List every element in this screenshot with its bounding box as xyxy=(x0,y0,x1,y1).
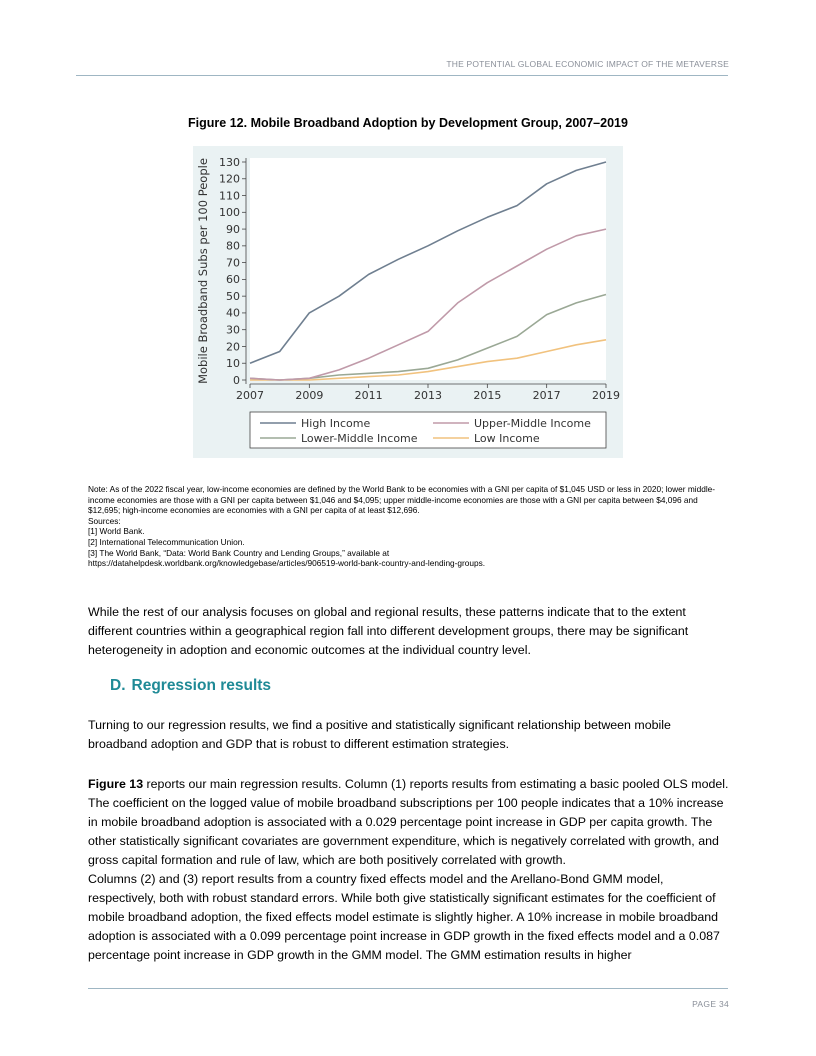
y-tick-label: 70 xyxy=(226,256,240,270)
source-item: [1] World Bank. xyxy=(88,526,145,537)
y-tick-label: 130 xyxy=(219,155,240,169)
source-url: https://datahelpdesk.worldbank.org/knowledgebase/articles/906519-world-bank-country-and-lending-groups. xyxy=(88,558,486,569)
note-text: Note: As of the 2022 fiscal year, low-income economies are defined by the World Bank to be economies with a GNI per capita of $1,045 USD or less in 2020; lower middle-income economies are those with a GNI per capita between $1,046 and $4,095; upper middle-income economies are those with a GNI per capita between $4,096 and $12,695; high-income economies are economies with a GNI per capita of at least $12,696. xyxy=(88,484,716,516)
section-heading xyxy=(110,677,271,695)
legend-label: Upper-Middle Income xyxy=(474,417,591,430)
plot-area xyxy=(250,158,606,380)
paragraph-development-groups: While the rest of our analysis focuses on global and regional results, these patterns indicate that to the extent different countries within a geographical region fall into different development groups, there may be significant heterogeneity in adoption and economic outcomes at the individual country level. xyxy=(88,605,689,657)
x-tick-label: 2009 xyxy=(295,389,324,402)
header-divider xyxy=(76,75,728,76)
x-tick-label: 2013 xyxy=(414,389,442,402)
section-letter: D. xyxy=(110,677,126,694)
y-axis-label: Mobile Broadband Subs per 100 People xyxy=(196,158,210,384)
paragraph-columns: Columns (2) and (3) report results from a country fixed effects model and the Arellano-Bond GMM model, respectively, both with robust standard errors. While both give statistically significant estimates for the coefficient of mobile broadband adoption, the fixed effects model estimate is slightly higher. A 10% increase in mobile broadband adoption is associated with a 0.099 percentage point increase in GDP growth in the fixed effects model and a 0.087 percentage point increase in GDP growth in the GMM model. The GMM estimation results in higher xyxy=(88,872,720,962)
x-tick-label: 2015 xyxy=(473,389,502,402)
running-header: THE POTENTIAL GLOBAL ECONOMIC IMPACT OF THE METAVERSE xyxy=(446,59,729,69)
paragraph-regression-intro: Turning to our regression results, we find a positive and statistically significant relationship between mobile broadband adoption and GDP that is robust to different estimation strategies. xyxy=(88,718,671,751)
page-number: PAGE 34 xyxy=(692,999,729,1009)
y-tick-label: 30 xyxy=(226,323,240,337)
figure-note xyxy=(88,484,728,569)
y-tick-label: 60 xyxy=(226,273,240,287)
y-tick-label: 80 xyxy=(226,239,240,253)
y-tick-label: 40 xyxy=(226,306,240,320)
source-item: [2] International Telecommunication Union. xyxy=(88,536,245,547)
figure-reference: Figure 13 xyxy=(88,777,144,791)
y-tick-label: 0 xyxy=(233,373,240,387)
sources-label: Sources: xyxy=(88,515,121,526)
paragraph-figure13-text: reports our main regression results. Column (1) reports results from estimating a basic pooled OLS model. The coefficient on the logged value of mobile broadband subscriptions per 100 people indicates that a 10% increase in mobile broadband adoption is associated with a 0.029 percentage point increase in GDP per capita growth. The other statistically significant covariates are government expenditure, which is negatively correlated with growth, and gross capital formation and rule of law, which are both positively correlated with growth. xyxy=(88,777,729,867)
x-tick-label: 2017 xyxy=(532,389,561,402)
y-tick-label: 90 xyxy=(226,222,240,236)
y-tick-label: 20 xyxy=(226,340,240,354)
source-item: [3] The World Bank, “Data: World Bank Country and Lending Groups,” available at xyxy=(88,547,390,558)
y-tick-label: 110 xyxy=(219,189,240,203)
x-tick-label: 2019 xyxy=(592,389,620,402)
y-tick-label: 50 xyxy=(226,289,240,303)
legend-label: High Income xyxy=(301,417,371,430)
chart-svg xyxy=(193,146,623,458)
figure-title: Figure 12. Mobile Broadband Adoption by Development Group, 2007–2019 xyxy=(188,116,628,130)
y-tick-label: 120 xyxy=(219,172,240,186)
y-tick-label: 100 xyxy=(219,206,240,220)
section-title: Regression results xyxy=(131,677,272,694)
paragraph-figure13 xyxy=(88,775,733,870)
line-chart xyxy=(193,146,623,458)
legend-label: Lower-Middle Income xyxy=(301,432,418,445)
legend-label: Low Income xyxy=(474,432,540,445)
y-tick-label: 10 xyxy=(226,357,240,371)
footer-divider xyxy=(88,988,728,989)
x-tick-label: 2007 xyxy=(236,389,264,402)
x-tick-label: 2011 xyxy=(354,389,383,402)
